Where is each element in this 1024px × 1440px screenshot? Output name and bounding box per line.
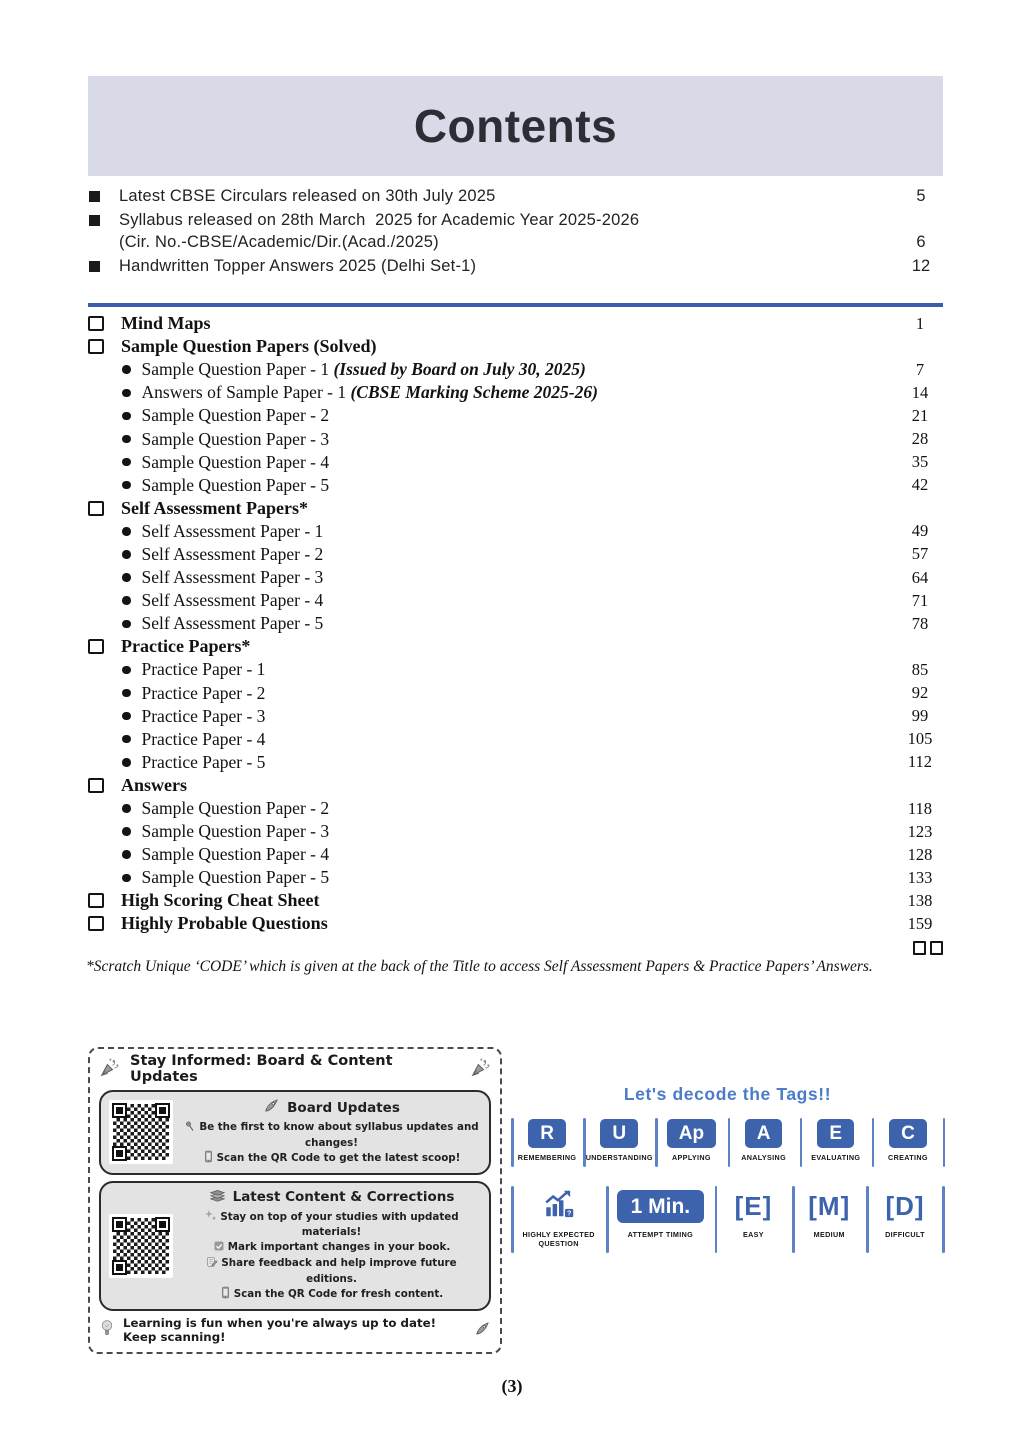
toc-item-row bbox=[88, 589, 943, 612]
toc-section-row bbox=[88, 497, 943, 520]
tag-cell bbox=[655, 1116, 727, 1169]
front-matter-item-line2: (Cir. No.-CBSE/Academic/Dir.(Acad./2025) bbox=[119, 233, 439, 251]
tag-bracket: [E] bbox=[734, 1190, 773, 1221]
toc-page-number: 85 bbox=[911, 659, 929, 679]
toc-entry-label: Practice Paper - 1 bbox=[141, 659, 266, 680]
toc-page-number: 123 bbox=[907, 821, 933, 841]
toc-entry-label: Practice Paper - 2 bbox=[141, 682, 266, 703]
tag-badge: U bbox=[600, 1119, 638, 1148]
qr-finder-icon bbox=[155, 1103, 170, 1118]
toc-item-row bbox=[88, 543, 943, 566]
toc-item-row bbox=[88, 658, 943, 681]
toc-entry-label: Sample Question Paper - 3 bbox=[141, 821, 330, 842]
tag-label: ANALYSING bbox=[741, 1153, 787, 1162]
tag-main bbox=[617, 1187, 705, 1225]
toc-section-row bbox=[88, 889, 943, 912]
dot-bullet-icon bbox=[122, 365, 131, 374]
tag-label: UNDERSTANDING bbox=[585, 1153, 653, 1162]
tag-bracket: [M] bbox=[808, 1190, 851, 1221]
toc-page-number: 105 bbox=[907, 729, 933, 749]
front-matter-page-number: 6 bbox=[916, 233, 926, 251]
tag-main bbox=[808, 1187, 850, 1225]
tag-cell bbox=[728, 1116, 800, 1169]
toc-entry-label: Practice Papers* bbox=[121, 636, 251, 657]
stay-informed-title-row bbox=[99, 1054, 491, 1084]
toc-entry-label: Sample Question Paper - 5 bbox=[141, 474, 330, 495]
toc-page-number: 133 bbox=[907, 867, 933, 887]
tag-cell bbox=[872, 1116, 944, 1169]
tag-label: REMEMBERING bbox=[517, 1153, 577, 1162]
dot-bullet-icon bbox=[122, 804, 131, 813]
toc-item-row bbox=[88, 427, 943, 450]
updates-section-content bbox=[182, 1188, 481, 1304]
toc-entry-label: Sample Question Paper - 3 bbox=[141, 428, 330, 449]
toc-item-row bbox=[88, 451, 943, 474]
rocket-icon bbox=[263, 1097, 280, 1118]
tag-label: CREATING bbox=[888, 1153, 928, 1162]
party-popper-icon bbox=[470, 1057, 491, 1082]
toc-page-number: 159 bbox=[907, 913, 933, 933]
toc-page-number: 78 bbox=[911, 613, 929, 633]
tag-cell bbox=[511, 1116, 583, 1169]
toc-entry-label: Answers bbox=[121, 774, 187, 795]
blue-divider-rule bbox=[88, 303, 943, 307]
updates-line-text: Mark important changes in your book. bbox=[227, 1240, 451, 1253]
dot-bullet-icon bbox=[122, 620, 131, 629]
toc-section-row bbox=[88, 774, 943, 797]
toc-page-number: 71 bbox=[911, 590, 929, 610]
dot-bullet-icon bbox=[122, 412, 131, 421]
toc-entry-label: Self Assessment Paper - 2 bbox=[141, 543, 324, 564]
qr-finder-icon bbox=[155, 1217, 170, 1232]
dot-bullet-icon bbox=[122, 550, 131, 559]
dot-bullet-icon bbox=[122, 527, 131, 536]
toc-section-row bbox=[88, 312, 943, 335]
square-bullet-icon bbox=[89, 215, 100, 226]
toc-page-number: 35 bbox=[911, 452, 929, 472]
toc-item-row bbox=[88, 682, 943, 705]
toc-entry-label: Sample Question Paper - 4 bbox=[141, 844, 330, 865]
qr-finder-icon bbox=[112, 1217, 127, 1232]
tag-main bbox=[735, 1187, 773, 1225]
dot-bullet-icon bbox=[122, 573, 131, 582]
front-matter-page-number: 12 bbox=[911, 256, 931, 275]
toc-item-row bbox=[88, 358, 943, 381]
toc-entry-label: Sample Question Papers (Solved) bbox=[121, 336, 377, 357]
phone-icon bbox=[203, 1150, 214, 1168]
toc-page-number: 92 bbox=[911, 683, 929, 703]
square-bullet-icon bbox=[89, 191, 100, 202]
tags-legend bbox=[511, 1084, 944, 1354]
toc-page-number: 28 bbox=[911, 429, 929, 449]
page-title: Contents bbox=[413, 100, 618, 152]
tag-label: EASY bbox=[742, 1230, 764, 1239]
updates-line bbox=[182, 1209, 481, 1240]
front-matter-item-text bbox=[119, 209, 899, 254]
dot-bullet-icon bbox=[122, 874, 131, 883]
dot-bullet-icon bbox=[122, 758, 131, 767]
toc-page-number: 128 bbox=[907, 844, 933, 864]
toc-entry-label: Sample Question Paper - 1 (Issued by Board on July 30, 2025) bbox=[141, 359, 586, 380]
contents-header-band bbox=[88, 76, 943, 176]
rocket-icon bbox=[474, 1320, 491, 1340]
toc-item-row bbox=[88, 797, 943, 820]
updates-section bbox=[99, 1181, 491, 1311]
front-matter-item-text bbox=[119, 255, 899, 278]
dot-bullet-icon bbox=[122, 458, 131, 467]
difficulty-tag-row bbox=[511, 1184, 944, 1255]
tag-bracket: [D] bbox=[885, 1190, 925, 1221]
tag-main bbox=[885, 1187, 924, 1225]
tag-badge: 1 Min. bbox=[617, 1190, 705, 1223]
updates-line bbox=[182, 1256, 481, 1286]
toc-entry-label: Sample Question Paper - 4 bbox=[141, 451, 330, 472]
square-bullet-icon bbox=[89, 261, 100, 272]
toc-entry-note: (Issued by Board on July 30, 2025) bbox=[333, 359, 586, 380]
toc-page-number: 14 bbox=[911, 382, 929, 402]
tag-cell bbox=[606, 1184, 714, 1255]
front-matter-item-line: Handwritten Topper Answers 2025 (Delhi Set-1) bbox=[119, 256, 477, 275]
updates-section-heading-text: Board Updates bbox=[287, 1099, 400, 1116]
toc-entry-label: Sample Question Paper - 2 bbox=[141, 798, 330, 819]
toc-item-row bbox=[88, 728, 943, 751]
dot-bullet-icon bbox=[122, 481, 131, 490]
blooms-tag-row bbox=[511, 1116, 944, 1169]
tag-badge: A bbox=[745, 1119, 783, 1148]
updates-line bbox=[182, 1240, 481, 1257]
updates-line bbox=[182, 1286, 481, 1304]
sparkles-icon bbox=[204, 1209, 217, 1227]
toc-item-row bbox=[88, 520, 943, 543]
toc-page-number: 57 bbox=[911, 544, 929, 564]
updates-footer-row bbox=[99, 1316, 491, 1344]
tag-cell bbox=[866, 1184, 944, 1255]
toc-page-number: 21 bbox=[911, 405, 929, 425]
tag-cell bbox=[792, 1184, 866, 1255]
updates-line-bold: Scan the QR Code bbox=[233, 1288, 338, 1300]
checkbox-bullet-icon bbox=[88, 339, 104, 354]
toc-page-number: 99 bbox=[911, 706, 929, 726]
toc-page-number: 7 bbox=[915, 359, 925, 379]
front-matter-item bbox=[88, 185, 943, 208]
toc-page-number: 1 bbox=[915, 313, 925, 333]
front-matter-item-line: Latest CBSE Circulars released on 30th July 2025 bbox=[119, 187, 496, 205]
tag-main bbox=[542, 1187, 576, 1225]
page-number: (3) bbox=[501, 1376, 523, 1396]
updates-line-text: Stay on top of your studies with updated materials! bbox=[220, 1210, 459, 1238]
toc-section-row bbox=[88, 635, 943, 658]
toc-entry-note: (CBSE Marking Scheme 2025-26) bbox=[350, 382, 598, 403]
toc-item-row bbox=[88, 751, 943, 774]
dot-bullet-icon bbox=[122, 735, 131, 744]
toc-entry-label: Self Assessment Paper - 3 bbox=[141, 567, 324, 588]
updates-line bbox=[182, 1150, 481, 1168]
toc-page-number: 112 bbox=[907, 752, 933, 772]
tag-label: MEDIUM bbox=[813, 1230, 845, 1239]
updates-line-text: Share feedback and help improve future editions. bbox=[221, 1257, 457, 1285]
toc-page-number: 118 bbox=[907, 798, 933, 818]
table-of-contents bbox=[88, 312, 943, 936]
toc-entry-label: Highly Probable Questions bbox=[121, 913, 328, 934]
front-matter-item bbox=[88, 209, 943, 254]
lightbulb-icon bbox=[99, 1319, 115, 1340]
tag-label: DIFFICULT bbox=[885, 1230, 925, 1239]
qr-code bbox=[109, 1214, 173, 1278]
dot-bullet-icon bbox=[122, 827, 131, 836]
tag-badge: C bbox=[889, 1119, 927, 1148]
toc-entry-label: Self Assessment Paper - 4 bbox=[141, 590, 324, 611]
toc-entry-label: Practice Paper - 4 bbox=[141, 728, 266, 749]
books-icon bbox=[209, 1188, 226, 1207]
front-matter-page-number: 5 bbox=[916, 187, 926, 205]
tag-badge: R bbox=[528, 1119, 566, 1148]
party-popper-icon bbox=[99, 1057, 120, 1082]
updates-line bbox=[182, 1120, 481, 1150]
checkbox-bullet-icon bbox=[88, 916, 104, 931]
toc-entry-label: Sample Question Paper - 5 bbox=[141, 867, 330, 888]
checkbox-bullet-icon bbox=[88, 893, 104, 908]
dot-bullet-icon bbox=[122, 666, 131, 675]
tag-label: EVALUATING bbox=[811, 1153, 861, 1162]
pushpin-icon bbox=[184, 1120, 196, 1137]
toc-item-row bbox=[88, 474, 943, 497]
dot-bullet-icon bbox=[122, 689, 131, 698]
toc-entry-label: High Scoring Cheat Sheet bbox=[121, 890, 320, 911]
qr-finder-icon bbox=[112, 1103, 127, 1118]
toc-item-row bbox=[88, 866, 943, 889]
qr-code bbox=[109, 1100, 173, 1164]
updates-section-content bbox=[182, 1097, 481, 1168]
toc-page-number: 138 bbox=[907, 890, 933, 910]
tag-cell bbox=[583, 1116, 655, 1169]
checkbox-bullet-icon bbox=[88, 501, 104, 516]
toc-item-row bbox=[88, 843, 943, 866]
dot-bullet-icon bbox=[122, 850, 131, 859]
scratch-code-footnote: *Scratch Unique ‘CODE’ which is given at the back of the Title to access Self Assessment Papers & Practice Papers’ Answers. bbox=[86, 958, 873, 975]
front-matter-item-text bbox=[119, 185, 899, 208]
tag-badge: E bbox=[817, 1119, 854, 1148]
memo-icon bbox=[206, 1256, 218, 1273]
tag-label: APPLYING bbox=[671, 1153, 711, 1162]
updates-line-text: to get the latest scoop! bbox=[320, 1152, 461, 1164]
dot-bullet-icon bbox=[122, 389, 131, 398]
toc-section-row bbox=[88, 335, 943, 358]
toc-item-row bbox=[88, 820, 943, 843]
toc-page-number: 64 bbox=[911, 567, 929, 587]
toc-item-row bbox=[88, 566, 943, 589]
qr-finder-icon bbox=[112, 1146, 127, 1161]
toc-entry-label: Mind Maps bbox=[121, 313, 211, 334]
checkbox-bullet-icon bbox=[88, 778, 104, 793]
updates-footer-text: Learning is fun when you're always up to date! Keep scanning! bbox=[123, 1315, 436, 1344]
toc-entry-label: Self Assessment Paper - 1 bbox=[141, 520, 324, 541]
tag-cell bbox=[511, 1184, 606, 1255]
tag-cell bbox=[800, 1116, 872, 1169]
updates-section-heading-text: Latest Content & Corrections bbox=[232, 1189, 455, 1205]
checkbox-bullet-icon bbox=[88, 316, 104, 331]
qr-finder-icon bbox=[112, 1260, 127, 1275]
updates-line-text: Be the first to know about syllabus updates and changes! bbox=[199, 1121, 479, 1149]
stay-informed-title: Stay Informed: Board & Content Updates bbox=[130, 1053, 393, 1085]
dot-bullet-icon bbox=[122, 435, 131, 444]
front-matter-item bbox=[88, 255, 943, 278]
front-matter-item-line: Syllabus released on 28th March 2025 for Academic Year 2025-2026 bbox=[119, 210, 640, 229]
tag-label: ATTEMPT TIMING bbox=[627, 1230, 694, 1239]
updates-line-bold: Scan the QR Code bbox=[216, 1152, 321, 1164]
toc-entry-label: Sample Question Paper - 2 bbox=[141, 405, 330, 426]
tag-label: HIGHLY EXPECTED QUESTION bbox=[522, 1230, 595, 1248]
stay-informed-box bbox=[88, 1047, 502, 1354]
toc-entry-label: Self Assessment Papers* bbox=[121, 497, 308, 518]
toc-page-number: 49 bbox=[911, 521, 929, 541]
tags-legend-title: Let's decode the Tags!! bbox=[623, 1084, 832, 1104]
toc-item-row bbox=[88, 381, 943, 404]
toc-section-row bbox=[88, 912, 943, 935]
end-of-list-squares-icon bbox=[913, 941, 943, 955]
toc-page-number: 42 bbox=[911, 475, 929, 495]
checkbox-icon bbox=[213, 1240, 225, 1257]
toc-item-row bbox=[88, 612, 943, 635]
bottom-panels bbox=[88, 1047, 944, 1354]
toc-item-row bbox=[88, 705, 943, 728]
toc-entry-label: Practice Paper - 5 bbox=[141, 751, 266, 772]
tag-badge: Ap bbox=[667, 1119, 716, 1148]
checkbox-bullet-icon bbox=[88, 639, 104, 654]
front-matter-list bbox=[88, 185, 943, 278]
dot-bullet-icon bbox=[122, 596, 131, 605]
toc-entry-label: Self Assessment Paper - 5 bbox=[141, 613, 324, 634]
toc-entry-label: Practice Paper - 3 bbox=[141, 705, 266, 726]
toc-item-row bbox=[88, 404, 943, 427]
dot-bullet-icon bbox=[122, 712, 131, 721]
tag-cell bbox=[715, 1184, 793, 1255]
updates-line-text: for fresh content. bbox=[337, 1288, 444, 1300]
updates-section-heading bbox=[182, 1188, 481, 1207]
chart-question-icon bbox=[542, 1187, 576, 1226]
updates-section bbox=[99, 1090, 491, 1175]
toc-entry-label: Answers of Sample Paper - 1 (CBSE Marking Scheme 2025-26) bbox=[141, 382, 598, 403]
phone-icon bbox=[220, 1286, 231, 1304]
svg-text:?: ? bbox=[566, 1208, 571, 1218]
updates-section-heading bbox=[182, 1097, 481, 1118]
